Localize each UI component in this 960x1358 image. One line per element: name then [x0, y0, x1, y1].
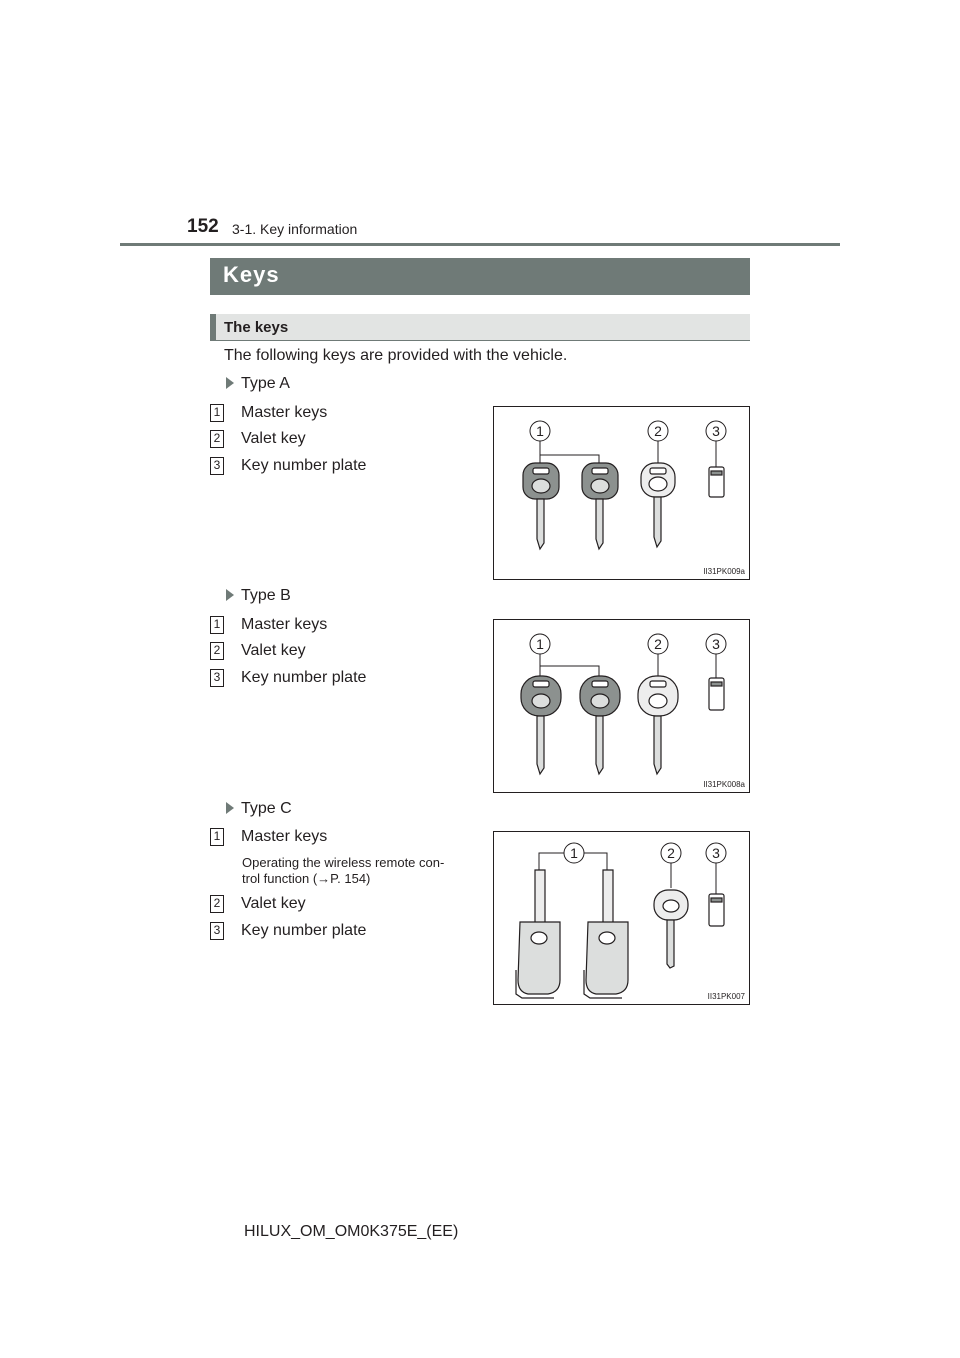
triangle-bullet-icon: [226, 802, 234, 814]
header-rule: [120, 243, 840, 246]
type-c-item-1: 1 Master keys: [210, 828, 327, 846]
figure-callout-3: 3: [712, 845, 720, 861]
figure-callout-2: 2: [654, 423, 662, 439]
figure-callout-1: 1: [570, 845, 578, 861]
type-a-item-2: 2 Valet key: [210, 430, 306, 448]
figure-callout-3: 3: [712, 423, 720, 439]
figure-callout-3: 3: [712, 636, 720, 652]
type-b-item-3: 3 Key number plate: [210, 669, 366, 687]
type-a-item-3: 3 Key number plate: [210, 457, 366, 475]
type-c-label: Type C: [226, 800, 292, 818]
type-c-note: Operating the wireless remote con- trol function (→P. 154): [242, 855, 445, 886]
type-c-item-3: 3 Key number plate: [210, 922, 366, 940]
figure-code: II31PK007: [707, 992, 745, 1001]
page-number: 152: [187, 216, 219, 237]
type-b-item-1: 1 Master keys: [210, 616, 327, 634]
figure-callout-2: 2: [654, 636, 662, 652]
subsection-title: The keys: [210, 314, 750, 341]
type-c-figure: [493, 831, 750, 1005]
breadcrumb: 3-1. Key information: [232, 221, 358, 237]
type-b-figure: [493, 619, 750, 793]
type-b-label: Type B: [226, 587, 291, 605]
type-c-item-2: 2 Valet key: [210, 895, 306, 913]
type-a-label: Type A: [226, 375, 290, 393]
type-b-item-2: 2 Valet key: [210, 642, 306, 660]
figure-callout-1: 1: [536, 636, 544, 652]
figure-code: II31PK008a: [703, 780, 745, 789]
figure-code: II31PK009a: [703, 567, 745, 576]
section-title: Keys: [210, 258, 750, 295]
footer-code: HILUX_OM_OM0K375E_(EE): [244, 1223, 459, 1240]
figure-callout-2: 2: [667, 845, 675, 861]
type-a-figure: [493, 406, 750, 580]
figure-callout-1: 1: [536, 423, 544, 439]
type-a-item-1: 1 Master keys: [210, 404, 327, 422]
triangle-bullet-icon: [226, 377, 234, 389]
triangle-bullet-icon: [226, 589, 234, 601]
intro-text: The following keys are provided with the vehicle.: [224, 347, 568, 364]
